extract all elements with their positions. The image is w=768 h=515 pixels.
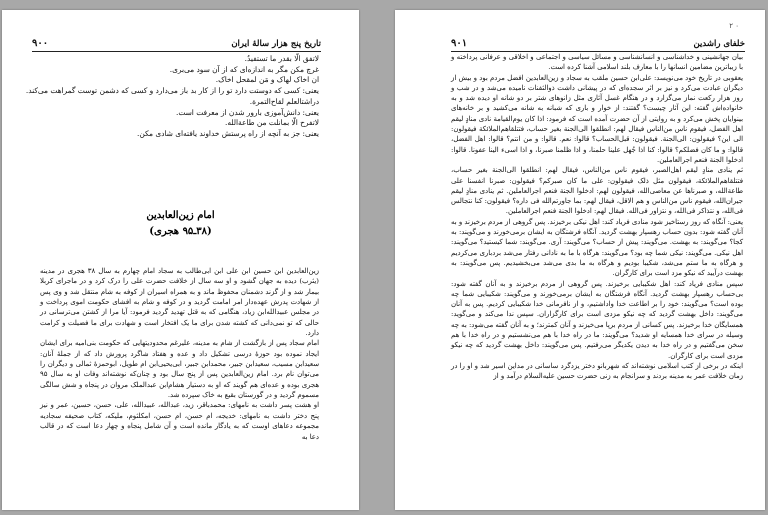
paragraph: او هشت پسر داشت به نامهای: محمدباقر، زید، عبدالله، عبیدالله، علی، حسن، حسین، عمر و نیز پنج دختر داشت به نامهای: خدیجه، ام حسن، ام حسن، امکلثوم، ملیکه، کتاب صحیفه سجادیه مجموعه دعاهای اوست که به یادگار مانده است و آن شامل پنجاه و چهار دعا است که در قالب دعا به <box>40 401 319 441</box>
poem-line: لاتفق الّا بقدر ما تستفیدُ. <box>244 54 319 63</box>
poem-line: دراشتالعلم لقاح‌التمرة. <box>249 96 319 106</box>
poem-line: لاتفرح الّا بمانلت من طاعةالله. <box>224 118 319 128</box>
paragraph: امام سجاد پس از بازگشت از شام به مدینه، علیرغم محدودیتهایی که حکومت بنی‌امیه برای ایشان ایجاد نموده بود حوزهٔ درسی تشکیل داد و عده و هفتاد شاگرد پرورش داد که از جملهٔ آنان: سعیدابن مسیب، سعیدابن جبیر، محمدابن جبیر، ابی‌یحیی‌ابن ام طویل، ابوحمزهٔ ثمالی و دیگران را می‌توان نام برد. امام زین‌العابدین پس از پنج سال بود و چنان‌که نوشته‌اند وفات او به سال ۹۵ هجری بوده و عده‌ای هم گویند که او به دستیار هشام‌ابن عبدالملک مروان در پنجاه و شش سالگی مسموم گردید و در گورستان بقیع به خاک سپرده شد. <box>40 339 319 400</box>
left-body-text <box>40 266 319 442</box>
paragraph: یعقوبی در تاریخ خود می‌نویسد: علی‌ابن حسین ملقب به سجاد و زین‌العابدین افضل مردم بود و بیش از دیگران عبادت می‌کرد و نیز بر اثر سجده‌ای که در پیشانی داشت ذوالثفنات نامیده می‌شد و در شب و روز هزار رکعت نماز می‌گزارد و در هنگام غسل آثاری مثل زانوهای شتر بر دو شانه او دیده شد و به خانواده‌اش گفته: این آثار چیست؟ گفتند: از خوار و باری که شبانه به شانه می‌کشید و بر خانه‌های بینوایان پخش می‌کرد و به روایتی از آن حضرت آمده است که فرمود: اذا کان یوم‌القیامة نادی منادٍ لیقم اهل الفضل، فیقوم ناس من‌الناس فیقال لهم: انطلقوا الی‌الجنة بغیر حساب، فتتلقاهم‌الملائکة فیقولون: الی این؟ فیقولون: الی‌الجنة. فیقولون: قبل‌الحساب؟ قالوا: نعم. قالوا: و من انتم؟ قالوا: اهل الفضل، قالوا: و ما کان فضلکم؟ قالوا: کنا اذا جُهل علینا حلمنا، و اذا ظلمنا صبرنا، و اذا اسیء الینا عفونا. قالوا: ادخلوا الجنة فنعم اجرالعاملین. <box>451 73 743 164</box>
right-page-number: ۹۰۱ <box>451 38 468 49</box>
paragraph: زین‌العابدین ابن حسین ابن علی ابن ابی‌طالب به سجاد امام چهارم به سال ۳۸ هجری در مدینه (یثرب) دیده به جهان گشود و او سه سال از خلافت حضرت علی را درک کرد و در ماجرای کربلا بیمار شد و از گزند دشمنان محفوظ ماند و به همراه اسیران از کوفه به شام منتقل شد و وی پس از شهادت پدرش عهده‌دار امر امامت گردید و در کوفه و شام به افشای حکومت اموی پرداخت و در مجلس عبیدالله‌ابن زیاد، هنگامی که به قتل تهدید گردید فرمود: آیا مرا از کشتن می‌ترسانی در حالی که تو نمی‌دانی که کشته شدن برای ما یک افتخار است و شهادت برای ما فضیلت و کرامت دارد. <box>40 267 319 338</box>
paragraph: ثم ینادی منادٍ لیقم اهل‌الصبر، فیقوم ناس من‌الناس، فیقال لهم: انطلقوا الی‌الجنة بغیر حساب، فتتلقاهم‌الملائکة، فیقولون مثل ذلک فیقولون: علی ما کان صبرکم؟ فیقولون: صبرنا انفسنا علی طاعةالله، و صبرناها عن معاصی‌الله، فیقولون لهم: ادخلوا الجنة فنعم اجرالعاملین. ثم ینادی منادٍ لیقم جیران‌الله، فیقوم ناس من‌الناس و هم الاقل، فیقال لهم: بما جاورتم‌الله فی داره؟ فیقولون: کنا نتجالس فی‌الله، و نتذاکر فی‌الله، و نتزاور فی‌الله. فیقال لهم: ادخلوا الجنة فنعم اجرالعاملین. <box>451 166 743 216</box>
poem-line: غرچ مکن مگر به اندازه‌ای که از آن سود می‌بری. <box>169 64 319 74</box>
paragraph: اینکه در برخی از کتب اسلامی نوشته‌اند که شهربانو دختر یزدگرد ساسانی در مداین اسیر شد و او را در زمان خلافت عمر به مدینه بردند و سرانجام به زنی حضرت حسین علیه‌السلام درآمد و از <box>451 361 743 381</box>
left-poem-block <box>25 54 319 140</box>
right-body-text <box>451 52 743 382</box>
left-page-number: ۹۰۰ <box>32 38 49 49</box>
poem-line: ان اخاک لهاک و مَن لمقحل اخاک. <box>215 75 319 85</box>
section-heading <box>2 208 359 240</box>
paragraph: سپس منادی فریاد کند: اهل شکیبایی برخیزند. پس گروهی از مردم برخیزند و به آنان گفته شود: بی‌حساب رهسپار بهشت گردید. آنگاه فرشتگان به ایشان برمی‌خورند و می‌گویند: شکیبایی شما چه بوده است؟ می‌گویند: خود را بر اطاعت خدا واداشتیم، و از نافرمانی خدا شکیبایی کردیم. پس به آنان می‌گویند: داخل بهشت گردید که چه نیکو مزدی است برای کارگزاران. سپس ندا می‌کند و می‌گوید: همسایگان خدا برخیزند. پس کسانی از مردم برپا می‌خیزند و آنان کمترند؛ و به آنان گفته می‌شود: به چه وسیله در سرای خدا همسایه او شدید؟ می‌گویند: ما در راه خدا با هم می‌نشستیم و در راه خدا با هم سخن می‌گفتیم و در راه خدا به دیدن یکدیگر می‌رفتیم. پس می‌گویند: داخل بهشت گردید که چه نیکو مزدی است برای کارگران. <box>451 279 743 360</box>
poem-line: یعنی: کسی که دوستت دارد تو را از کار بد باز می‌دارد و کسی که دشمن توست گمراهت می‌کند. <box>25 86 319 96</box>
paragraph: یعنی: آنگاه که روز رستاخیز شود منادی فریاد کند: اهل نیکی برخیزند. پس گروهی از مردم برخیزند و به آنان گفته شود: بدون حساب رهسپار بهشت گردید. آنگاه فرشتگان به ایشان برمی‌خورند و می‌گویند: به کجا؟ می‌گویند: به بهشت. می‌گویند: پیش از حساب؟ می‌گویند: آری. می‌گویند: شما کیستید؟ می‌گویند: اهل نیکی. می‌گویند: نیکی شما چه بود؟ می‌گویند: هرگاه با ما به نادانی رفتار می‌شد بردباری می‌کردیم و هرگاه به ما ستم می‌شد، شکیبا بودیم و هرگاه به ما بدی می‌شد می‌بخشیدیم. پس می‌گویند: به بهشت درآیید که نیکو مزد است برای کارگران. <box>451 217 743 278</box>
right-page <box>395 10 765 510</box>
section-dates: (۳۸ـ۹۵ هجری) <box>149 226 212 237</box>
left-page-header <box>32 38 321 52</box>
left-page <box>2 10 359 510</box>
section-title: امام زین‌العابدین <box>146 210 215 221</box>
poem-line: یعنی: دانش‌آموزی بارور شدن از معرفت است. <box>176 107 319 117</box>
corner-mark: ۲ ۰ <box>729 22 739 30</box>
poem-line: یعنی: جز به آنچه از راه پرستش خداوند یافته‌ای شادی مکن. <box>136 128 319 138</box>
left-running-title: تاریخ پنج هزار سالهٔ ایران <box>231 39 321 49</box>
right-page-header <box>451 38 745 52</box>
paragraph: بیان جهانشینی و خداشناسی و انسانشناسی و مسائل سیاسی و اجتماعی و اخلاقی و عرفانی پرداخته و با زیباترین مضامین انسانها را با معارف بلند اسلامی آشنا کرده است. <box>451 53 743 72</box>
right-running-title: خلفای راشدین <box>693 39 745 49</box>
